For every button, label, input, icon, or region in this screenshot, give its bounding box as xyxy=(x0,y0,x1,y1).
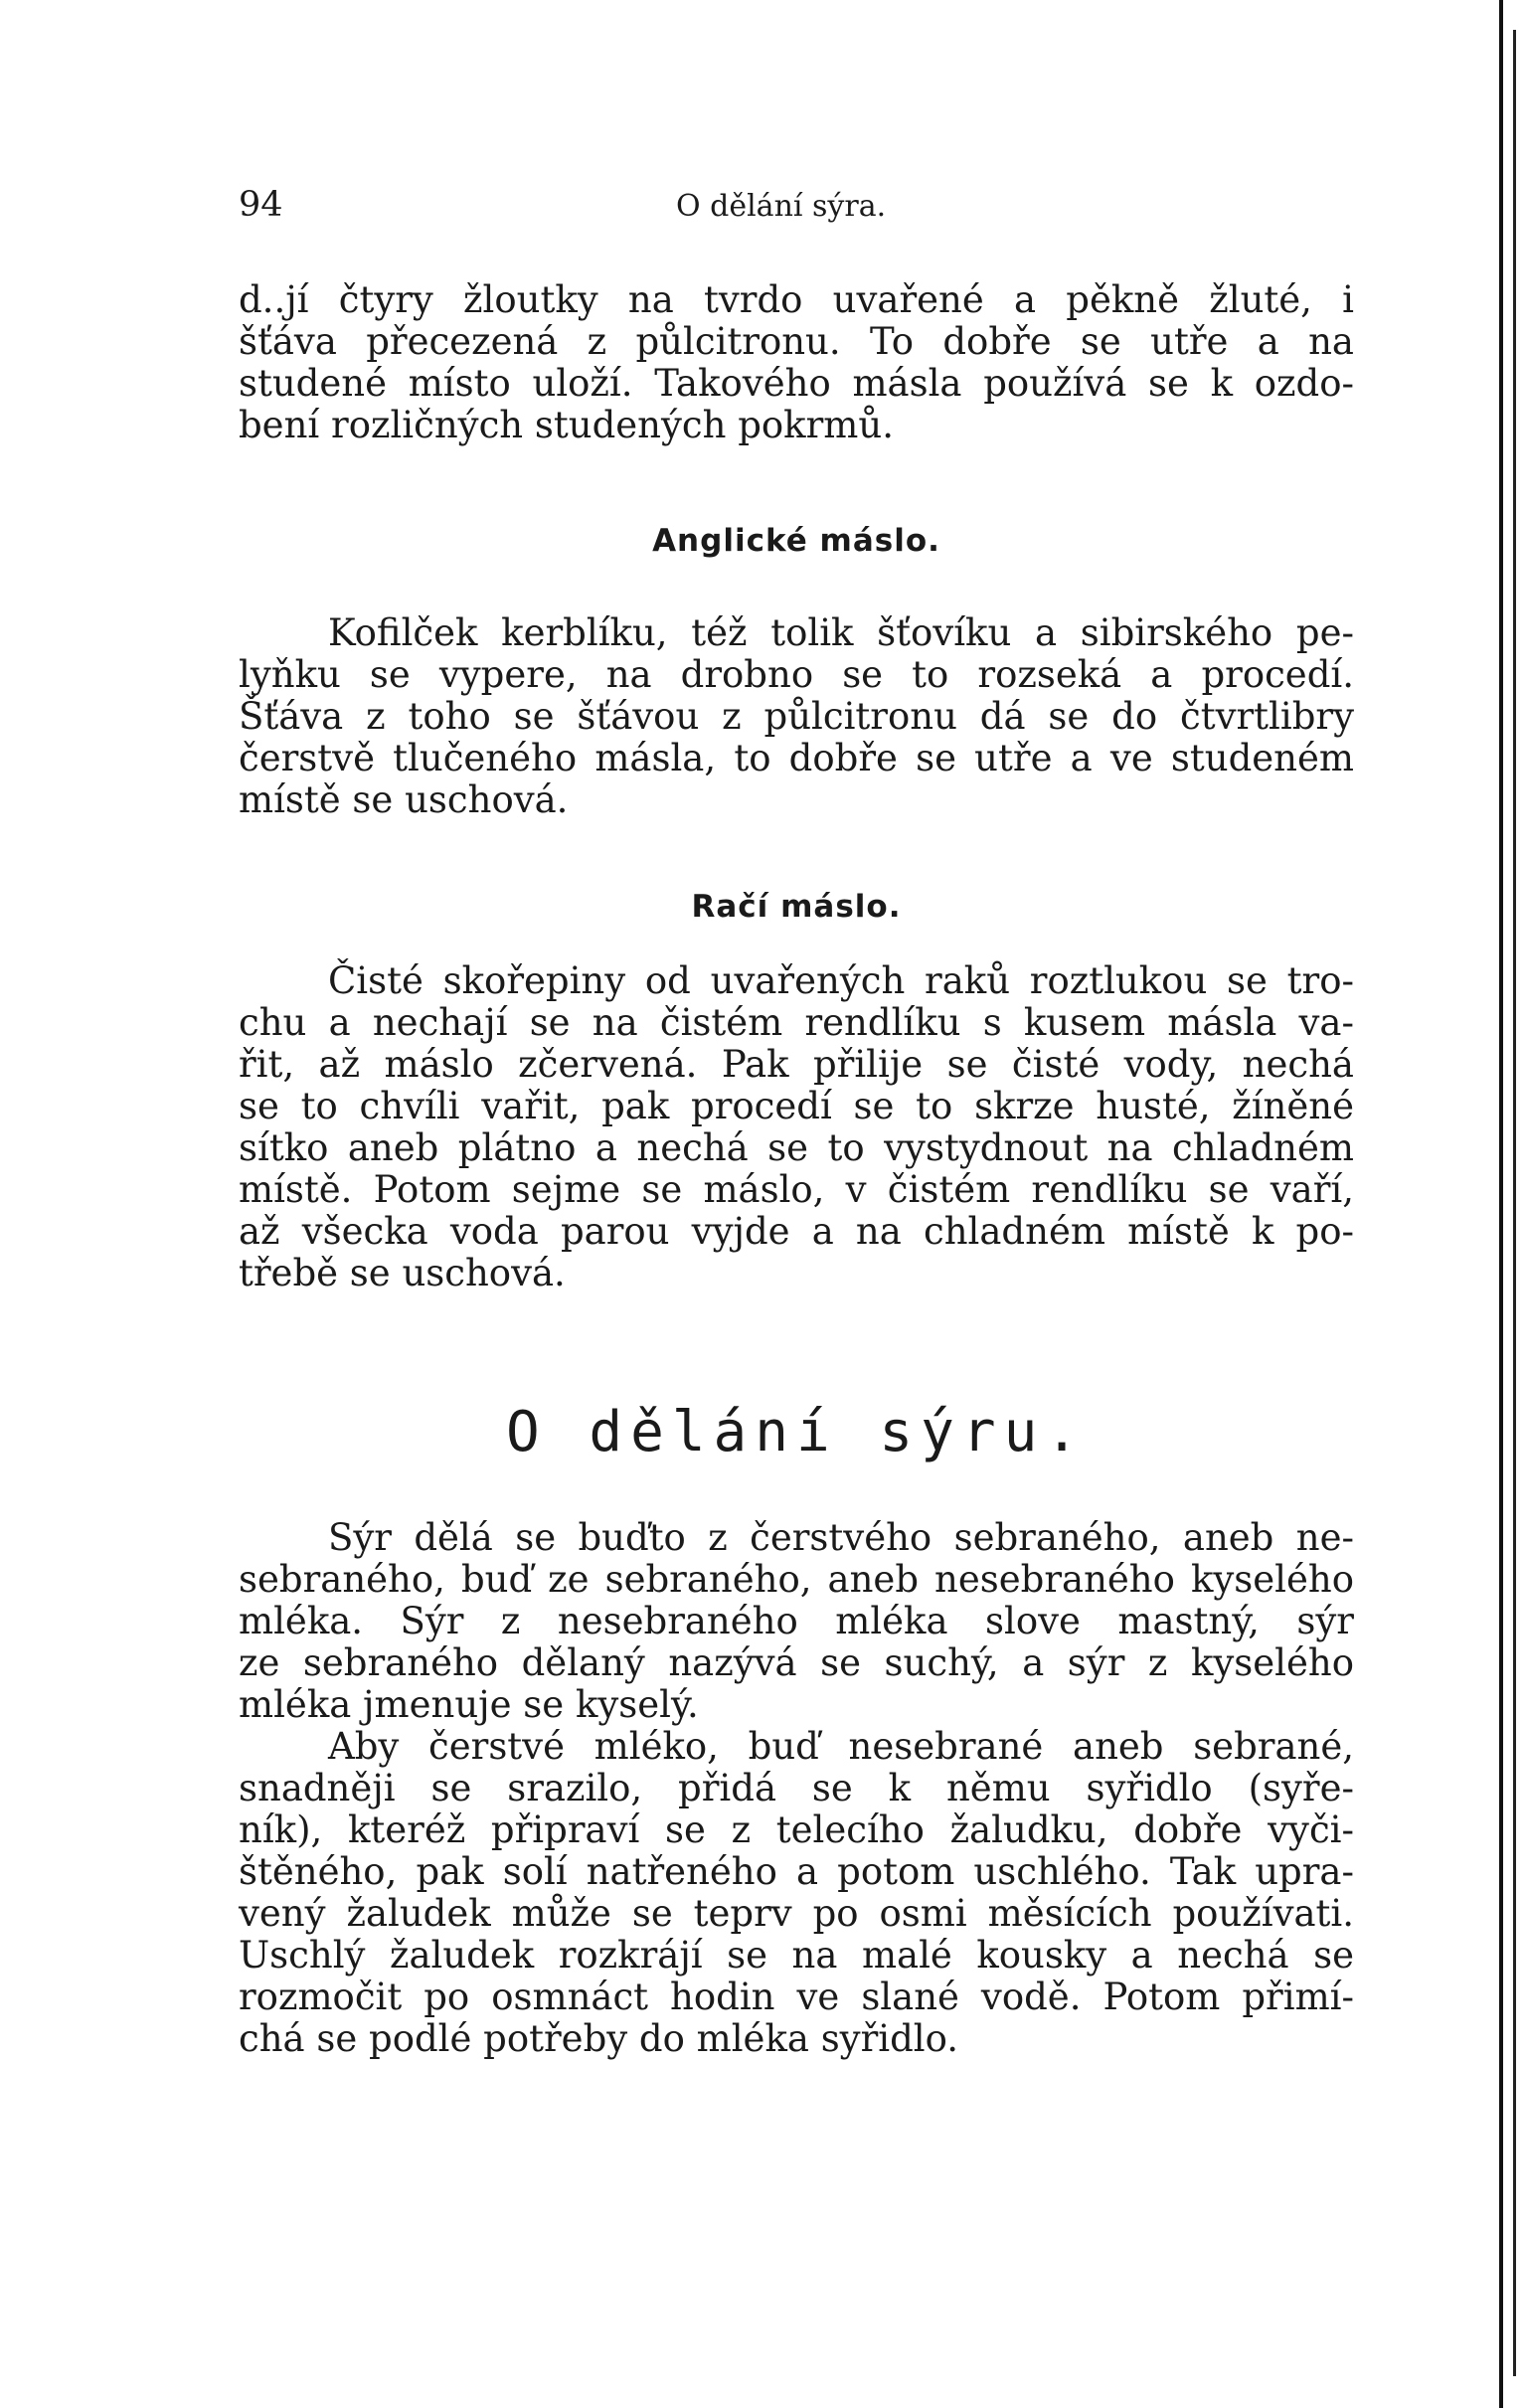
text-line: lyňku se vypere, na drobno se to rozseká a procedí. xyxy=(239,653,1354,696)
text-line: rozmočit po osmnáct hodin ve slané vodě. Potom přimí- xyxy=(239,1976,1354,2018)
text-line: čerstvě tlučeného másla, to dobře se utře a ve studeném xyxy=(239,737,1354,779)
chapter-heading: O dělání sýru. xyxy=(505,1400,1087,1464)
text-line: se to chvíli vařit, pak procedí se to skrze husté, žíněné xyxy=(239,1085,1354,1127)
page-header xyxy=(239,185,1354,225)
paragraph-raci xyxy=(239,960,1354,1294)
page-edge xyxy=(1499,0,1525,2408)
text-line: Aby čerstvé mléko, buď nesebrané aneb sebrané, xyxy=(328,1725,1354,1768)
text-line: d..jí čtyry žloutky na tvrdo uvařené a pěkně žluté, i xyxy=(239,278,1354,321)
text-line: až všecka voda parou vyjde a na chladném místě k po- xyxy=(239,1210,1354,1253)
text-line: Čisté skořepiny od uvařených raků roztlukou se tro- xyxy=(328,959,1354,1002)
page-number: 94 xyxy=(239,185,283,225)
text-line: šťáva přecezená z půlcitronu. To dobře se utře a na xyxy=(239,320,1354,363)
text-line: místě se uschová. xyxy=(239,778,569,821)
text-line: Uschlý žaludek rozkrájí se na malé kousky a nechá se xyxy=(239,1934,1354,1977)
text-line: chu a nechají se na čistém rendlíku s kusem másla va- xyxy=(239,1001,1354,1044)
text-line: řit, až máslo zčervená. Pak přilije se čisté vody, nechá xyxy=(239,1043,1354,1086)
text-line: studené místo uloží. Takového másla používá se k ozdo- xyxy=(239,362,1354,405)
text-line: Kofilček kerblíku, též tolik šťovíku a sibirského pe- xyxy=(328,611,1354,654)
text-line: Sýr dělá se buďto z čerstvého sebraného, aneb ne- xyxy=(328,1516,1354,1559)
text-line: snadněji se srazilo, přidá se k němu syřidlo (syře- xyxy=(239,1767,1354,1809)
text-line: ze sebraného dělaný nazývá se suchý, a sýr z kyselého xyxy=(239,1641,1354,1684)
text-line: vený žaludek může se teprv po osmi měsících používati. xyxy=(239,1892,1354,1935)
text-line: místě. Potom sejme se máslo, v čistém rendlíku se vaří, xyxy=(239,1168,1354,1211)
paragraph-anglicke xyxy=(239,612,1354,821)
text-line: mléka jmenuje se kyselý. xyxy=(239,1683,699,1726)
text-line: Šťáva z toho se šťávou z půlcitronu dá se do čtvrtlibry xyxy=(239,695,1354,738)
text-line: bení rozličných studených pokrmů. xyxy=(239,404,894,446)
section-heading-raci: Račí máslo. xyxy=(691,889,902,925)
text-line: štěného, pak solí natřeného a potom uschlého. Tak upra- xyxy=(239,1850,1354,1893)
text-line: sebraného, buď ze sebraného, aneb nesebraného kyselého xyxy=(239,1558,1354,1601)
section-heading-anglicke: Anglické máslo. xyxy=(652,523,940,559)
paragraph-syr xyxy=(239,1517,1354,2060)
running-head: O dělání sýra. xyxy=(676,189,887,224)
intro-paragraph xyxy=(239,279,1354,446)
text-line: mléka. Sýr z nesebraného mléka slove mastný, sýr xyxy=(239,1600,1354,1642)
text-line: třebě se uschová. xyxy=(239,1252,566,1294)
text-line: sítko aneb plátno a nechá se to vystydnout na chladném xyxy=(239,1126,1354,1169)
text-line: chá se podlé potřeby do mléka syřidlo. xyxy=(239,2017,959,2060)
text-line: ník), kteréž připraví se z telecího žaludku, dobře vyči- xyxy=(239,1808,1354,1851)
